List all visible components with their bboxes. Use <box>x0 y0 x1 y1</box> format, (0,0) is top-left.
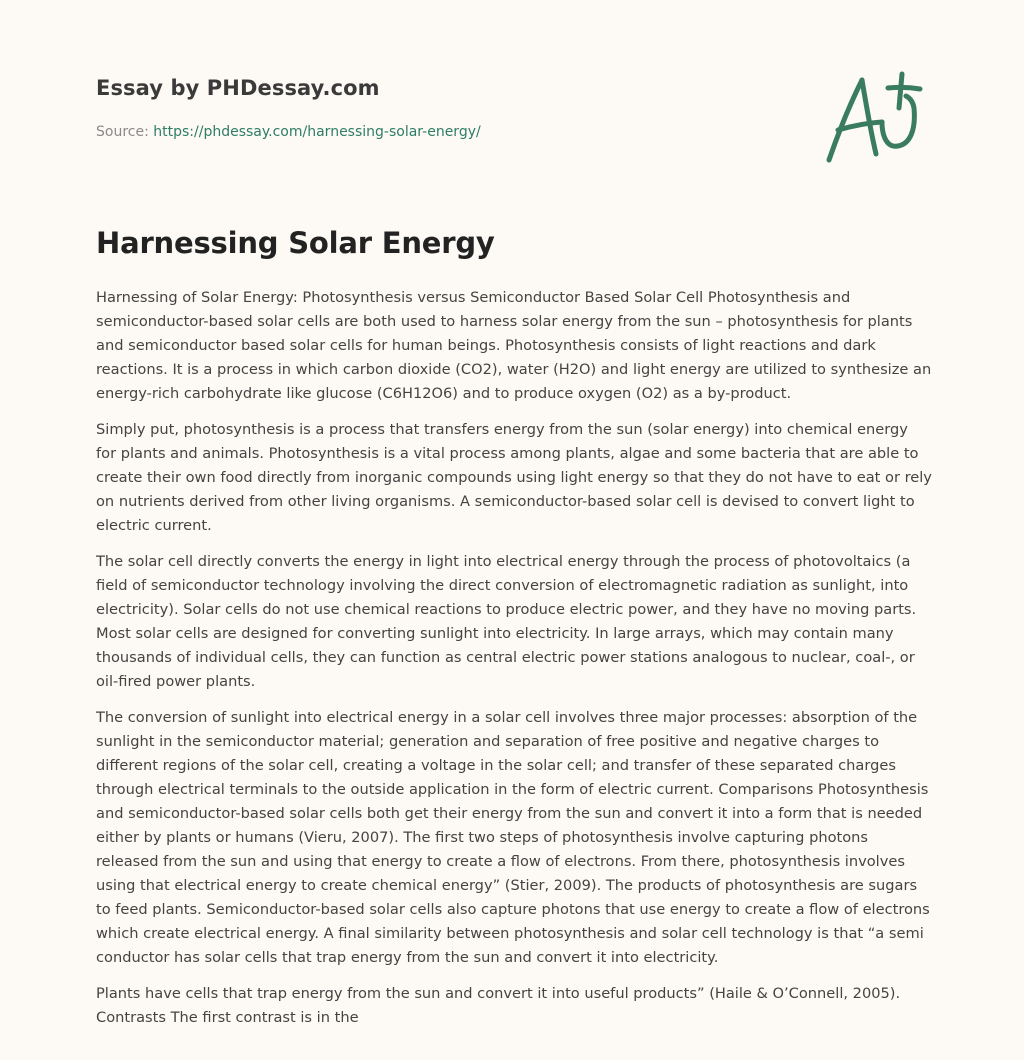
essay-page <box>96 0 932 1026</box>
paragraph: The conversion of sunlight into electrical energy in a solar cell involves three major processes: absorption of the sunlight in the semiconductor material; generation and separation of free positive and negative charges to different regions of the solar cell, creating a voltage in the solar cell; and transfer of these separated charges through electrical terminals to the outside application in the form of electric current. Comparisons Photosynthesis and semiconductor-based solar cells both get their energy from the sun and convert it into a form that is needed either by plants or humans (Vieru, 2007). The first two steps of photosynthesis involve capturing photons released from the sun and using that energy to create a flow of electrons. From there, photosynthesis involves using that electrical energy to create chemical energy” (Stier, 2009). The products of photosynthesis are sugars to feed plants. Semiconductor-based solar cells also capture photons that use energy to create a flow of electrons which create electrical energy. A final similarity between photosynthesis and solar cell technology is that “a semi conductor has solar cells that trap energy from the sun and convert it into electricity. <box>96 709 930 966</box>
paragraph: Plants have cells that trap energy from the sun and convert it into useful products” (Haile & O’Connell, 2005). Contrasts The first contrast is in the <box>96 985 901 1026</box>
a-plus-logo-icon <box>824 68 924 164</box>
source-link[interactable]: https://phdessay.com/harnessing-solar-energy/ <box>153 124 481 140</box>
paragraph: Simply put, photosynthesis is a process that transfers energy from the sun (solar energy) into chemical energy for plants and animals. Photosynthesis is a vital process among plants, algae and some bacteria that are able to create their own food directly from inorganic compounds using light energy so that they do not have to eat or rely on nutrients derived from other living organisms. A semiconductor-based solar cell is devised to convert light to electric current. <box>96 421 932 534</box>
article-body <box>96 286 932 1042</box>
paragraph: Harnessing of Solar Energy: Photosynthesis versus Semiconductor Based Solar Cell Photosynthesis and semiconductor-based solar cells are both used to harness solar energy from the sun – photosynthesis for plants and semiconductor based solar cells for human beings. Photosynthesis consists of light reactions and dark reactions. It is a process in which carbon dioxide (CO2), water (H2O) and light energy are utilized to synthesize an energy-rich carbohydrate like glucose (C6H12O6) and to produce oxygen (O2) as a by-product. <box>96 289 932 402</box>
paragraph: The solar cell directly converts the energy in light into electrical energy through the process of photovoltaics (a field of semiconductor technology involving the direct conversion of electromagnetic radiation as sunlight, into electricity). Solar cells do not use chemical reactions to produce electric power, and they have no moving parts. Most solar cells are designed for converting sunlight into electricity. In large arrays, which may contain many thousands of individual cells, they can function as central electric power stations analogous to nuclear, coal-, or oil-fired power plants. <box>96 553 917 690</box>
header <box>96 0 932 200</box>
source-line <box>96 124 481 140</box>
article-title: Harnessing Solar Energy <box>96 226 495 260</box>
brand-title: Essay by PHDessay.com <box>96 76 380 100</box>
source-label: Source: <box>96 124 149 140</box>
